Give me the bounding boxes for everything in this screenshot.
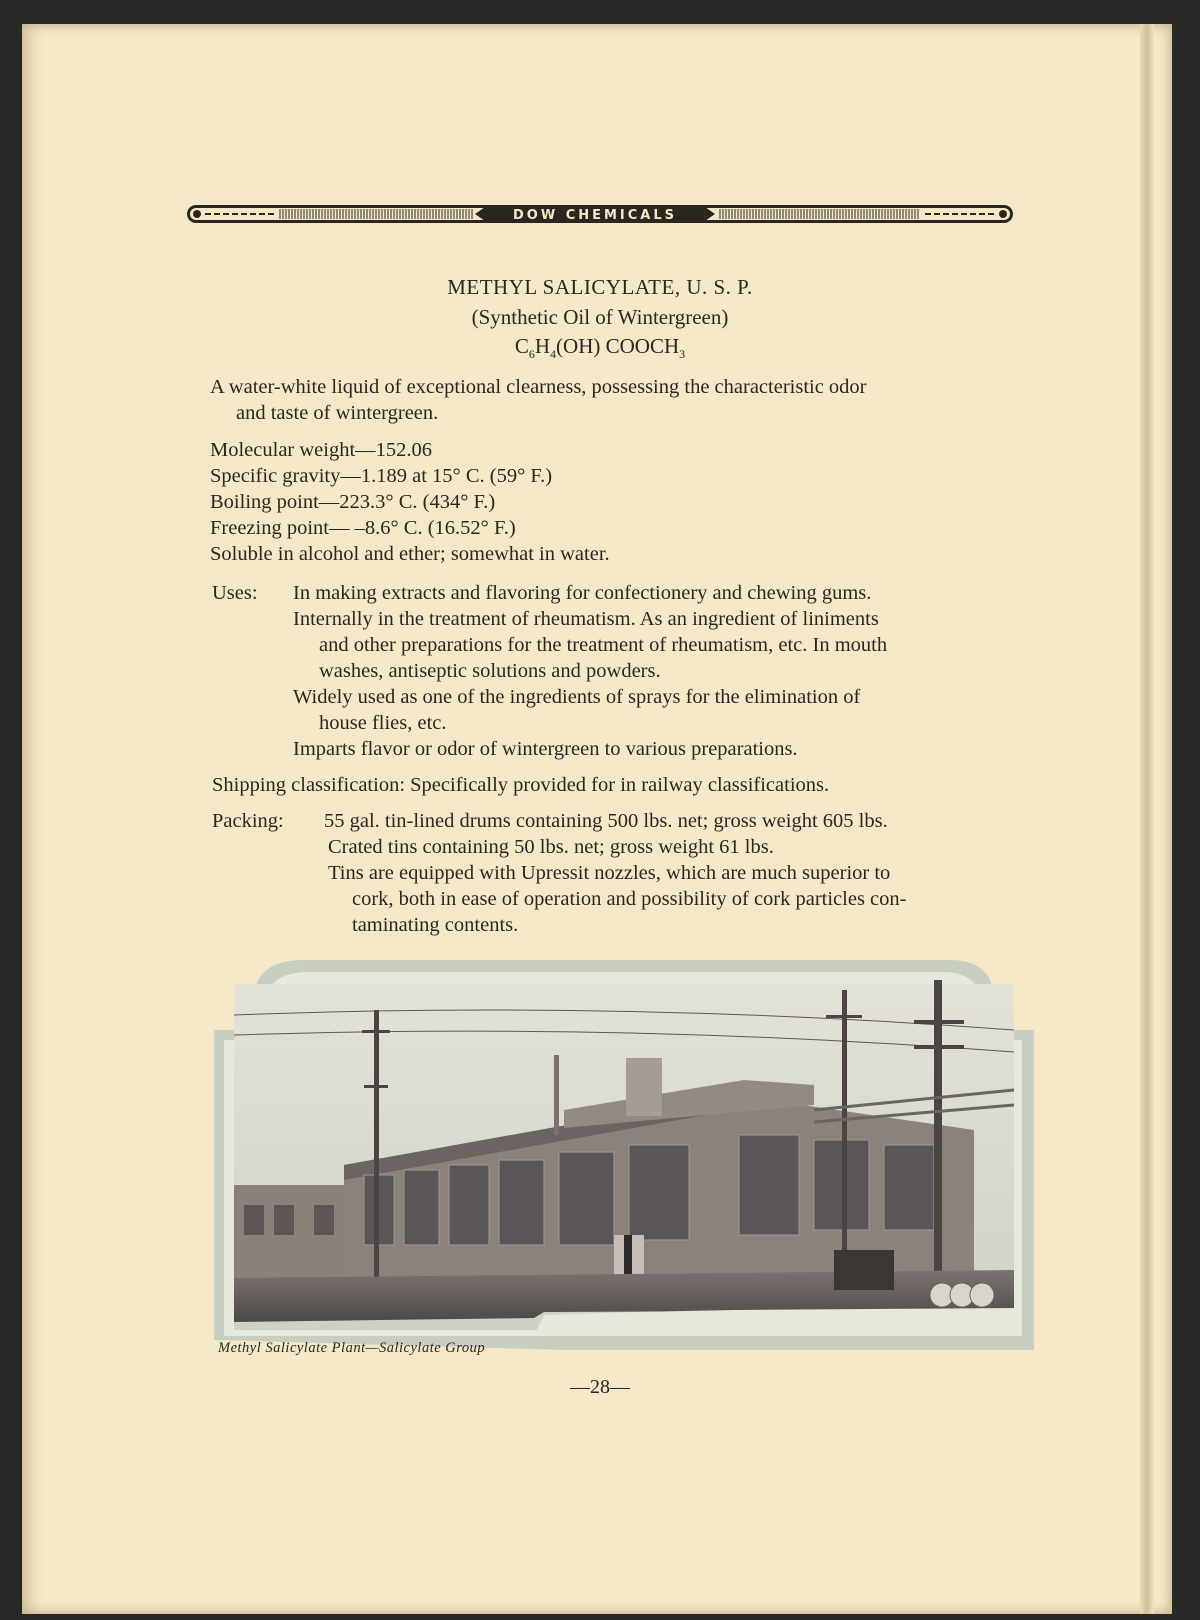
uses-line: house flies, etc. <box>319 712 447 734</box>
uses-line: Widely used as one of the ingredients of sprays for the elimination of <box>293 686 861 708</box>
uses-line: and other preparations for the treatment of rheumatism, etc. In mouth <box>319 634 888 656</box>
banner-left-rivet <box>193 210 201 218</box>
uses-line: Imparts flavor or odor of wintergreen to various preparations. <box>293 738 798 760</box>
product-title: METHYL SALICYLATE, U. S. P. <box>447 275 753 299</box>
packing-label: Packing: <box>212 810 284 832</box>
dow-chemicals-banner <box>185 203 1015 225</box>
packing-line: Tins are equipped with Upressit nozzles, which are much superior to <box>328 862 891 884</box>
description-line: A water-white liquid of exceptional clearness, possessing the characteristic odor <box>210 376 867 398</box>
banner-right-rivet <box>999 210 1007 218</box>
property-freezing-point: Freezing point— –8.6° C. (16.52° F.) <box>210 517 516 539</box>
chemical-formula: $C_6H_4(OH)$ $COOCH_3$ <box>514 334 686 362</box>
product-subtitle: (Synthetic Oil of Wintergreen) <box>471 305 729 329</box>
property-molecular-weight: Molecular weight—152.06 <box>210 439 433 461</box>
page-number: —28— <box>570 1376 630 1398</box>
uses-label: Uses: <box>212 582 258 604</box>
packing-line: 55 gal. tin-lined drums containing 500 lbs. net; gross weight 605 lbs. <box>324 810 888 832</box>
packing-line: Crated tins containing 50 lbs. net; gross weight 61 lbs. <box>328 836 774 858</box>
packing-line: taminating contents. <box>352 914 519 936</box>
uses-line: Internally in the treatment of rheumatism. As an ingredient of liniments <box>293 608 879 630</box>
uses-line: In making extracts and flavoring for confectionery and chewing gums. <box>293 582 872 604</box>
banner-text: DOW CHEMICALS <box>512 208 678 223</box>
description-line: and taste of wintergreen. <box>236 402 439 424</box>
packing-line: cork, both in ease of operation and possibility of cork particles con- <box>352 888 907 910</box>
uses-line: washes, antiseptic solutions and powders. <box>319 660 661 682</box>
shipping-classification: Shipping classification: Specifically provided for in railway classifications. <box>212 774 830 796</box>
plant-photograph <box>214 960 1034 1350</box>
property-boiling-point: Boiling point—223.3° C. (434° F.) <box>210 491 496 513</box>
property-specific-gravity: Specific gravity—1.189 at 15° C. (59° F.) <box>210 465 553 487</box>
property-solubility: Soluble in alcohol and ether; somewhat in water. <box>210 543 610 565</box>
photo-caption: Methyl Salicylate Plant—Salicylate Group <box>218 1340 486 1356</box>
